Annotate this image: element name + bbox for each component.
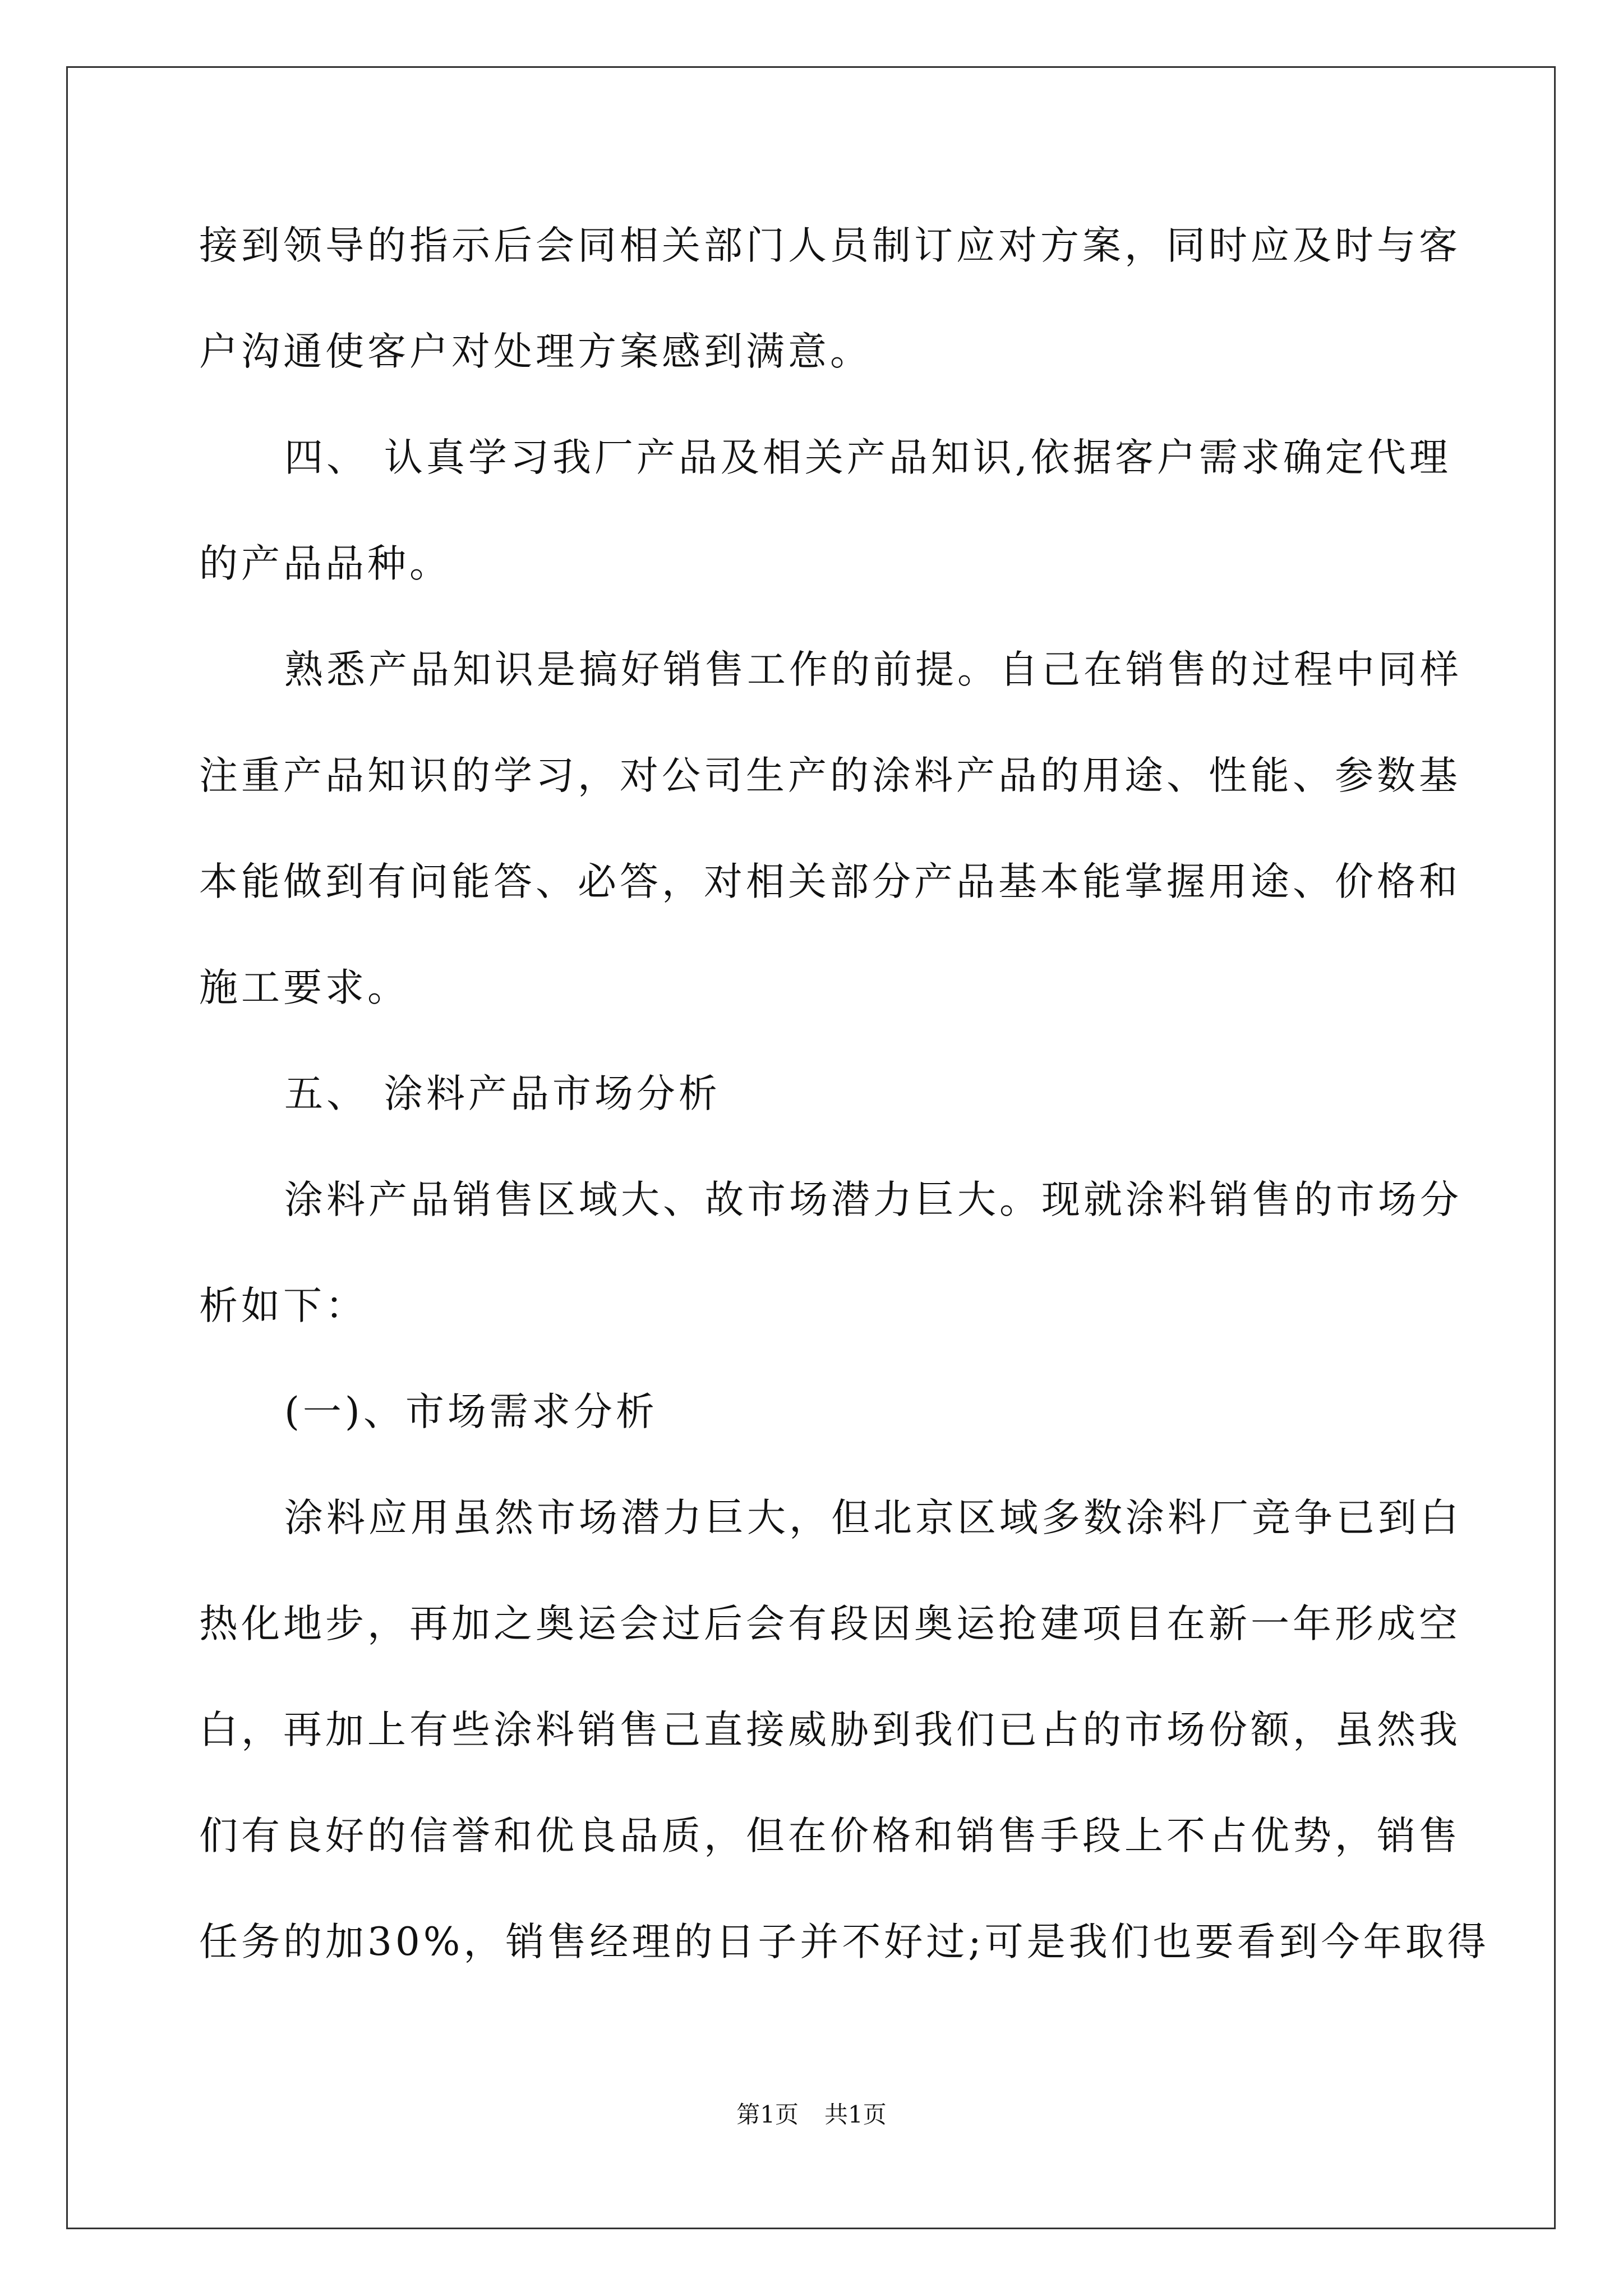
text-line: 施工要求。 xyxy=(199,965,409,1010)
text-line: 本能做到有问能答、必答，对相关部分产品基本能掌握用途、价格和 xyxy=(199,859,1461,904)
page-total: 共1页 xyxy=(824,2101,887,2128)
page-number: 第1页 xyxy=(736,2101,799,2128)
text-line: 注重产品知识的学习，对公司生产的涂料产品的用途、性能、参数基 xyxy=(199,753,1461,798)
text-line: 接到领导的指示后会同相关部门人员制订应对方案，同时应及时与客 xyxy=(199,223,1461,268)
text-line: 析如下： xyxy=(199,1283,367,1328)
text-line: 的产品品种。 xyxy=(199,541,451,586)
text-line: 任务的加30%，销售经理的日子并不好过;可是我们也要看到今年取得 xyxy=(199,1920,1490,1964)
section-heading: 四、 认真学习我厂产品及相关产品知识,依据客户需求确定代理 xyxy=(284,435,1451,480)
subsection-heading: (一)、市场需求分析 xyxy=(284,1389,658,1434)
text-line: 热化地步，再加之奥运会过后会有段因奥运抢建项目在新一年形成空 xyxy=(199,1602,1461,1646)
text-line: 白，再加上有些涂料销售己直接威胁到我们已占的市场份额，虽然我 xyxy=(199,1708,1461,1752)
text-line: 涂料产品销售区域大、故市场潜力巨大。现就涂料销售的市场分 xyxy=(284,1177,1462,1222)
page-footer xyxy=(0,2098,1623,2132)
section-heading: 五、 涂料产品市场分析 xyxy=(284,1071,721,1116)
document-body xyxy=(199,215,1490,2017)
text-line: 们有良好的信誉和优良品质，但在价格和销售手段上不占优势，销售 xyxy=(199,1814,1461,1858)
text-line: 涂料应用虽然市场潜力巨大，但北京区域多数涂料厂竞争已到白 xyxy=(284,1496,1462,1540)
text-line: 熟悉产品知识是搞好销售工作的前提。自己在销售的过程中同样 xyxy=(284,647,1462,692)
text-line: 户沟通使客户对处理方案感到满意。 xyxy=(199,329,872,374)
